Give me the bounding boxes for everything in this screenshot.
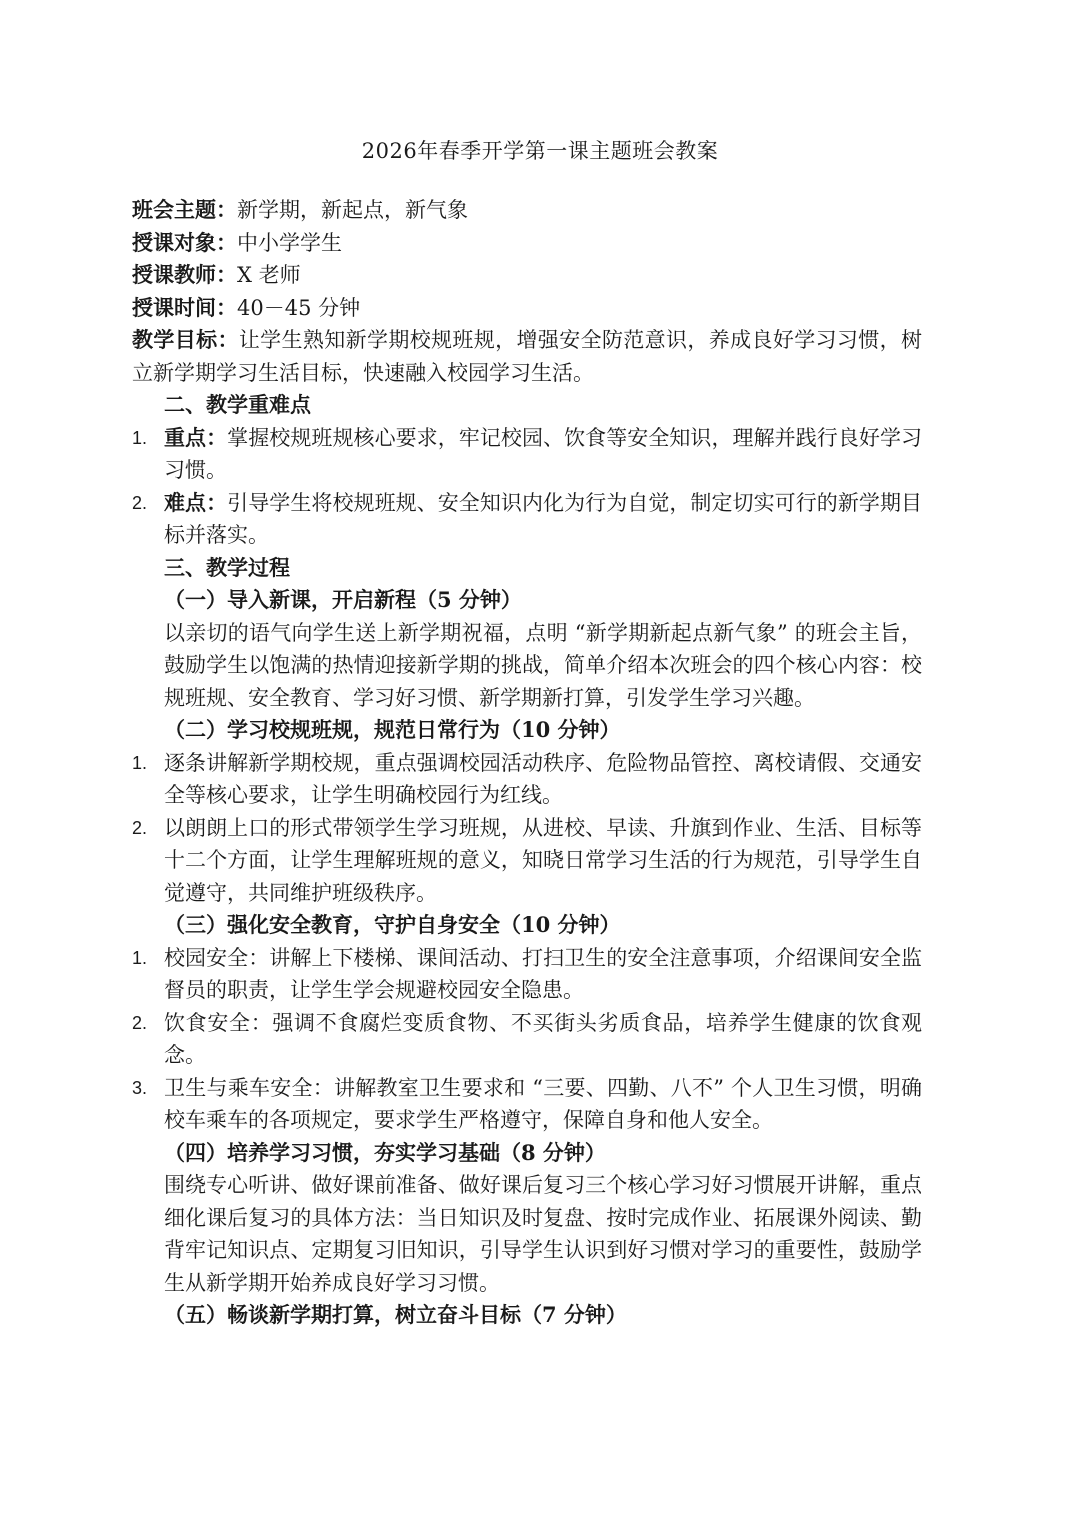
list-item — [132, 1072, 922, 1137]
list-number: 2. — [132, 817, 148, 838]
part1-heading: （一）导入新课，开启新程（5 分钟） — [164, 587, 522, 612]
list-content: 引导学生将校规班规、安全知识内化为行为自觉，制定切实可行的新学期目标并落实。 — [164, 490, 922, 547]
list-content: 饮食安全：强调不食腐烂变质食物、不买街头劣质食品，培养学生健康的饮食观念。 — [164, 1010, 922, 1067]
meta-theme-value: 新学期，新起点，新气象 — [237, 198, 468, 222]
meta-audience-value: 中小学学生 — [237, 230, 342, 255]
objective-label: 教学目标： — [132, 327, 239, 352]
part4-heading: （四）培养学习习惯，夯实学习基础（8 分钟） — [164, 1139, 606, 1165]
document-body — [132, 194, 922, 1332]
list-number: 2. — [132, 492, 148, 513]
list-label: 重点： — [164, 424, 228, 450]
part4-paragraph: 围绕专心听讲、做好课前准备、做好课后复习三个核心学习好习惯展开讲解，重点细化课后复习的具体方法：当日知识及时复盘、按时完成作业、拓展课外阅读、勤背牢记知识点、定期复习旧知识，引导学生认识到好习惯对学习的重要性，鼓励学生从新学期开始养成良好学习习惯。 — [164, 1173, 922, 1295]
list-text — [164, 487, 922, 552]
objective-text: 让学生熟知新学期校规班规，增强安全防范意识，养成良好学习习惯，树立新学期学习生活目标，快速融入校园学习生活。 — [132, 328, 923, 385]
list-number: 1. — [132, 947, 148, 968]
meta-theme-label: 班会主题： — [132, 197, 237, 222]
section-process-heading: 三、教学过程 — [164, 554, 290, 580]
list-item — [132, 747, 922, 812]
list-item — [132, 422, 922, 487]
list-number: 2. — [132, 1012, 148, 1033]
meta-teacher-label: 授课教师： — [132, 262, 237, 287]
meta-audience — [132, 227, 922, 260]
list-item — [132, 1007, 922, 1072]
meta-duration-value: 40－45 分钟 — [237, 295, 361, 320]
part1-paragraph: 以亲切的语气向学生送上新学期祝福，点明 “新学期新起点新气象” 的班会主旨，鼓励学生以饱满的热情迎接新学期的挑战，简单介绍本次班会的四个核心内容：校规班规、安全教育、学习好习惯、新学期新打算，引发学生学习兴趣。 — [164, 620, 922, 710]
list-content: 以朗朗上口的形式带领学生学习班规，从进校、早读、升旗到作业、生活、目标等十二个方面，让学生理解班规的意义，知晓日常学习生活的行为规范，引导学生自觉遵守，共同维护班级秩序。 — [164, 815, 922, 905]
meta-teacher-value: X 老师 — [237, 263, 301, 287]
part3-heading: （三）强化安全教育，守护自身安全（10 分钟） — [164, 912, 621, 937]
meta-audience-label: 授课对象： — [132, 229, 237, 255]
part5-heading: （五）畅谈新学期打算，树立奋斗目标（7 分钟） — [164, 1302, 627, 1327]
list-item — [132, 487, 922, 552]
list-item — [132, 812, 922, 910]
section-key-points-heading: 二、教学重难点 — [164, 392, 311, 417]
list-content: 掌握校规班规核心要求，牢记校园、饮食等安全知识，理解并践行良好学习习惯。 — [164, 425, 922, 482]
list-item — [132, 942, 922, 1007]
list-content: 校园安全：讲解上下楼梯、课间活动、打扫卫生的安全注意事项，介绍课间安全监督员的职责，让学生学会规避校园安全隐患。 — [164, 945, 922, 1002]
meta-theme — [132, 194, 922, 227]
document-title: 2026年春季开学第一课主题班会教案 — [361, 139, 719, 163]
meta-teacher — [132, 259, 922, 292]
list-text — [164, 422, 922, 487]
list-number: 3. — [132, 1077, 148, 1098]
teaching-objective — [132, 324, 922, 389]
part2-heading: （二）学习校规班规，规范日常行为（10 分钟） — [164, 717, 621, 742]
list-number: 1. — [132, 752, 148, 773]
list-content: 卫生与乘车安全：讲解教室卫生要求和 “三要、四勤、八不” 个人卫生习惯，明确校车乘车的各项规定，要求学生严格遵守，保障自身和他人安全。 — [164, 1075, 922, 1132]
list-label: 难点： — [164, 489, 228, 515]
meta-duration — [132, 292, 922, 325]
meta-duration-label: 授课时间： — [132, 294, 237, 320]
list-content: 逐条讲解新学期校规，重点强调校园活动秩序、危险物品管控、离校请假、交通安全等核心要求，让学生明确校园行为红线。 — [164, 750, 922, 807]
list-number: 1. — [132, 427, 148, 448]
